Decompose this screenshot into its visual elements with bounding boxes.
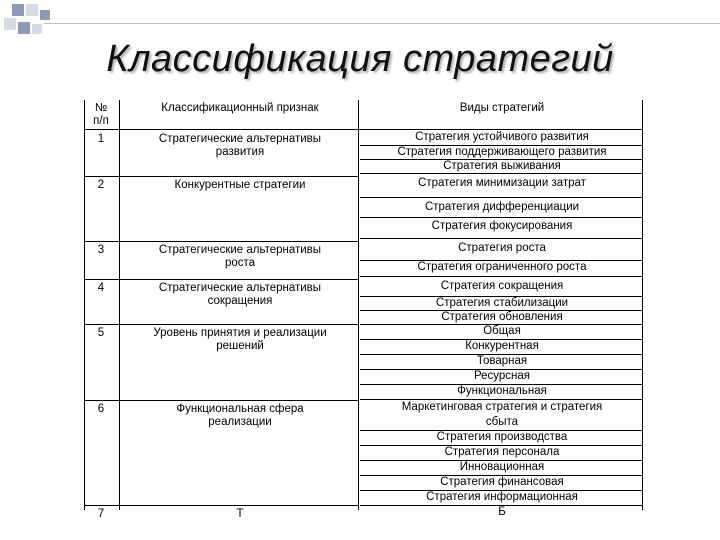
row-kind: Стратегия фокусирования bbox=[431, 220, 573, 232]
row-number: 1 bbox=[97, 133, 105, 145]
decor-square bbox=[32, 24, 42, 34]
row-kind: Функциональная bbox=[457, 385, 547, 397]
decor-square bbox=[18, 22, 30, 34]
row-kind: Стратегия минимизации затрат bbox=[418, 177, 586, 189]
kind-divider bbox=[360, 197, 642, 198]
row-kind: Стратегия производства bbox=[436, 431, 568, 443]
group-divider bbox=[84, 279, 359, 280]
header-feature: Классификационный признак bbox=[161, 102, 319, 114]
row-feature: Уровень принятия и реализации bbox=[153, 327, 327, 339]
row-number: 7 bbox=[97, 508, 105, 520]
row-kind: Товарная bbox=[476, 355, 528, 367]
row-kind: Стратегия стабилизации bbox=[435, 297, 569, 309]
group-divider bbox=[84, 176, 359, 177]
column-divider bbox=[119, 100, 120, 510]
kind-divider bbox=[360, 217, 642, 218]
row-feature: Конкурентные стратегии bbox=[174, 179, 306, 191]
row-kind: сбыта bbox=[485, 416, 519, 428]
strategy-table bbox=[84, 96, 644, 520]
top-rule bbox=[44, 23, 720, 24]
row-feature: Стратегические альтернативы bbox=[158, 244, 322, 256]
row-kind: Стратегия ограниченного роста bbox=[417, 261, 587, 273]
row-kind: Стратегия информационная bbox=[426, 491, 578, 503]
kind-divider bbox=[360, 399, 642, 400]
header-divider bbox=[84, 129, 643, 130]
row-kind: Ресурсная bbox=[473, 370, 531, 382]
row-kind: Стратегия устойчивого развития bbox=[415, 131, 589, 143]
row-feature: Т bbox=[236, 508, 244, 520]
slide-title: Классификация стратегий bbox=[106, 38, 614, 80]
row-kind: Инновационная bbox=[459, 461, 545, 473]
kind-divider bbox=[360, 276, 642, 277]
row-kind: Стратегия выживания bbox=[443, 160, 561, 172]
header-kinds: Виды стратегий bbox=[459, 102, 545, 114]
row-number: 3 bbox=[97, 244, 105, 256]
header-number: № bbox=[94, 102, 108, 114]
row-number: 2 bbox=[97, 179, 105, 191]
row-kind: Маркетинговая стратегия и стратегия bbox=[401, 401, 603, 413]
row-number: 6 bbox=[97, 403, 105, 415]
row-feature: роста bbox=[224, 257, 256, 269]
decor-square bbox=[12, 4, 24, 16]
row-feature: развития bbox=[215, 146, 265, 158]
row-number: 4 bbox=[97, 282, 105, 294]
row-kind: Стратегия сокращения bbox=[440, 280, 564, 292]
table-border-left bbox=[84, 100, 85, 510]
row-kind: Стратегия персонала bbox=[444, 446, 560, 458]
header-number: п/п bbox=[93, 115, 109, 127]
row-kind: Стратегия обновления bbox=[441, 311, 563, 323]
row-number: 5 bbox=[97, 327, 105, 339]
row-kind: Б bbox=[498, 506, 506, 518]
row-kind: Общая bbox=[483, 325, 521, 337]
group-divider bbox=[84, 324, 359, 325]
row-kind: Конкурентная bbox=[465, 340, 539, 352]
group-divider bbox=[84, 400, 359, 401]
row-feature: решений bbox=[216, 340, 264, 352]
decor-square bbox=[40, 10, 50, 20]
kind-divider bbox=[360, 173, 642, 174]
decor-square bbox=[26, 4, 38, 16]
row-feature: сокращения bbox=[207, 295, 273, 307]
group-divider bbox=[84, 505, 359, 506]
row-kind: Стратегия роста bbox=[458, 242, 546, 254]
row-feature: Функциональная сфера bbox=[176, 403, 304, 415]
row-kind: Стратегия поддерживающего развития bbox=[397, 146, 607, 158]
group-divider bbox=[84, 241, 359, 242]
row-kind: Стратегия дифференциации bbox=[424, 201, 580, 213]
row-kind: Стратегия финансовая bbox=[440, 476, 564, 488]
row-feature: Стратегические альтернативы bbox=[158, 282, 322, 294]
decor-square bbox=[4, 18, 16, 30]
row-feature: реализации bbox=[208, 416, 272, 428]
row-feature: Стратегические альтернативы bbox=[158, 133, 322, 145]
kind-divider bbox=[360, 238, 642, 239]
